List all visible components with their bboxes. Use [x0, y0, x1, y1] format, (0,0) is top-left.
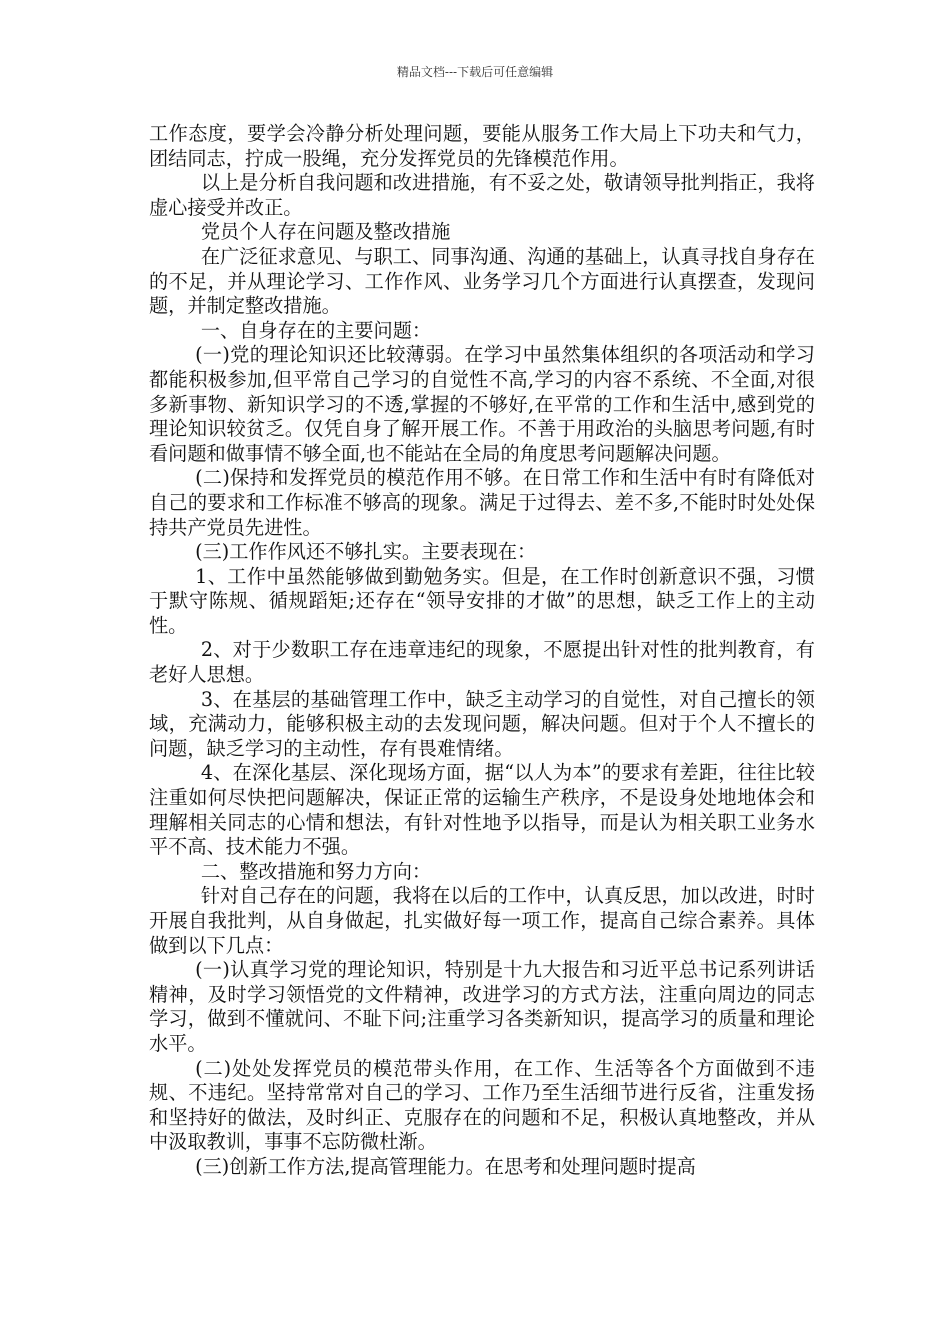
paragraph-intro: 在广泛征求意见、与职工、同事沟通、沟通的基础上，认真寻找自身存在的不足，并从理论学习、工作作风、业务学习几个方面进行认真摆查，发现问题，并制定整改措施。 [149, 244, 815, 318]
paragraph-2: 以上是分析自我问题和改进措施，有不妥之处，敬请领导批判指正，我将虚心接受并改正。 [149, 171, 815, 219]
heading-measures: 二、整改措施和努力方向： [200, 859, 432, 883]
measure-1: (一)认真学习党的理论知识，特别是十九大报告和习近平总书记系列讲话精神，及时学习领悟党的文件精神，改进学习的方式方法，注重向周边的同志学习，做到不懂就问、不耻下问;注重学习各类新知识，提高学习的质量和理论水平。 [149, 958, 815, 1055]
problem-3: (三)工作作风还不够扎实。主要表现在： [195, 540, 537, 564]
paragraph-1: 工作态度，要学会冷静分析处理问题，要能从服务工作大局上下功夫和气力，团结同志，拧成一股绳，充分发挥党员的先锋模范作用。 [149, 122, 815, 170]
heading-problems: 一、自身存在的主要问题： [200, 318, 432, 342]
problem-3-item-2: 2、对于少数职工存在违章违纪的现象，不愿提出针对性的批判教育，有老好人思想。 [149, 638, 815, 687]
problem-3-item-3: 3、在基层的基础管理工作中，缺乏主动学习的自觉性，对自己擅长的领域，充满动力，能够积极主动的去发现问题，解决问题。但对于个人不擅长的问题，缺乏学习的主动性，存有畏难情绪。 [149, 687, 815, 760]
measure-2: (二)处处发挥党员的模范带头作用，在工作、生活等各个方面做到不违规、不违纪。坚持常常对自己的学习、工作乃至生活细节进行反省，注重发扬和坚持好的做法，及时纠正、克服存在的问题和不足，积极认真地整改，并从中汲取教训，事事不忘防微杜渐。 [149, 1056, 815, 1154]
document-body [149, 122, 815, 1180]
problem-2: (二)保持和发挥党员的模范作用不够。在日常工作和生活中有时有降低对自己的要求和工作标准不够高的现象。满足于过得去、差不多,不能时时处处保持共产党员先进性。 [149, 466, 815, 539]
measure-3: (三)创新工作方法,提高管理能力。在思考和处理问题时提高 [195, 1154, 696, 1178]
problem-1: (一)党的理论知识还比较薄弱。在学习中虽然集体组织的各项活动和学习都能积极参加,但平常自己学习的自觉性不高,学习的内容不系统、不全面,对很多新事物、新知识学习的不透,掌握的不够好,在平常的工作和生活中,感到党的理论知识较贫乏。仅凭自身了解开展工作。不善于用政治的头脑思考问题,有时看问题和做事情不够全面,也不能站在全局的角度思考问题解决问题。 [149, 343, 815, 465]
page-header-note: 精品文档---下载后可任意编辑 [396, 65, 554, 79]
measures-intro: 针对自己存在的问题，我将在以后的工作中，认真反思，加以改进，时时开展自我批判，从自身做起，扎实做好每一项工作，提高自己综合素养。具体做到以下几点： [149, 884, 815, 957]
section-title: 党员个人存在问题及整改措施 [200, 220, 451, 244]
problem-3-item-1: 1、工作中虽然能够做到勤勉务实。但是，在工作时创新意识不强，习惯于默守陈规、循规蹈矩;还存在“领导安排的才做”的思想，缺乏工作上的主动性。 [149, 564, 815, 637]
problem-3-item-4: 4、在深化基层、深化现场方面，据“以人为本”的要求有差距，往往比较注重如何尽快把问题解决，保证正常的运输生产秩序，不是设身处地地体会和理解相关同志的心情和想法，有针对性地予以指导，而是认为相关职工业务水平不高、技术能力不强。 [149, 761, 815, 859]
